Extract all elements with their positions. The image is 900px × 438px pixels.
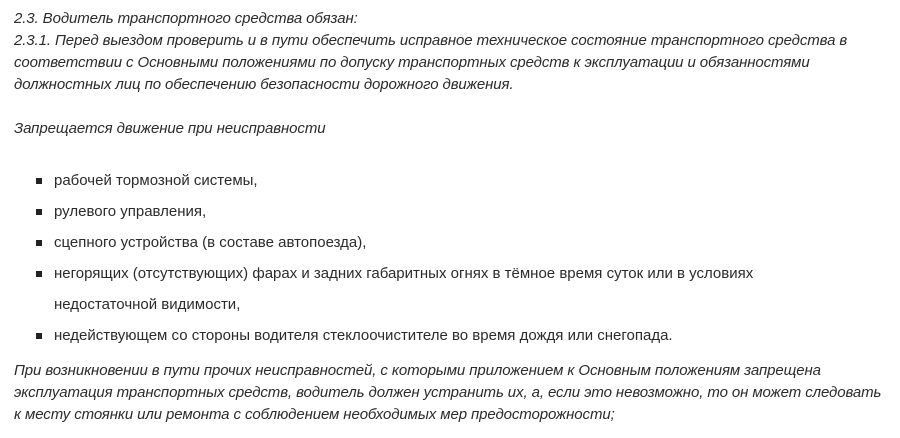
bullet-icon xyxy=(36,271,42,277)
closing-line-3: к месту стоянки или ремонта с соблюдением необходимых мер предосторожности; xyxy=(14,406,615,423)
bullet-icon xyxy=(36,178,42,184)
closing-line-1: При возникновении в пути прочих неисправностей, с которыми приложением к Основным положениям запрещена xyxy=(14,362,821,379)
bullet-icon xyxy=(36,333,42,339)
closing-line-2: эксплуатация транспортных средств, водитель должен устранить их, а, если это невозможно, то он может следовать xyxy=(14,384,882,401)
list-item-text: рабочей тормозной системы, xyxy=(54,172,258,189)
list-item-text: недостаточной видимости, xyxy=(54,296,241,313)
clause-line-3: должностных лиц по обеспечению безопасности дорожного движения. xyxy=(14,76,514,93)
bullet-icon xyxy=(36,209,42,215)
list-item-text: негорящих (отсутствующих) фарах и задних габаритных огнях в тёмное время суток или в условиях xyxy=(54,265,754,282)
prohibition-intro: Запрещается движение при неисправности xyxy=(14,120,326,137)
clause-line-2: соответствии с Основными положениями по допуску транспортных средств к эксплуатации и обязанностями xyxy=(14,54,810,71)
list-item-text: недействующем со стороны водителя стеклоочистителе во время дождя или снегопада. xyxy=(54,327,673,344)
list-item-text: рулевого управления, xyxy=(54,203,207,220)
section-heading: 2.3. Водитель транспортного средства обязан: xyxy=(14,10,358,27)
clause-line-1: 2.3.1. Перед выездом проверить и в пути обеспечить исправное техническое состояние транспортного средства в xyxy=(14,32,848,49)
bullet-icon xyxy=(36,240,42,246)
list-item-text: сцепного устройства (в составе автопоезда), xyxy=(54,234,367,251)
